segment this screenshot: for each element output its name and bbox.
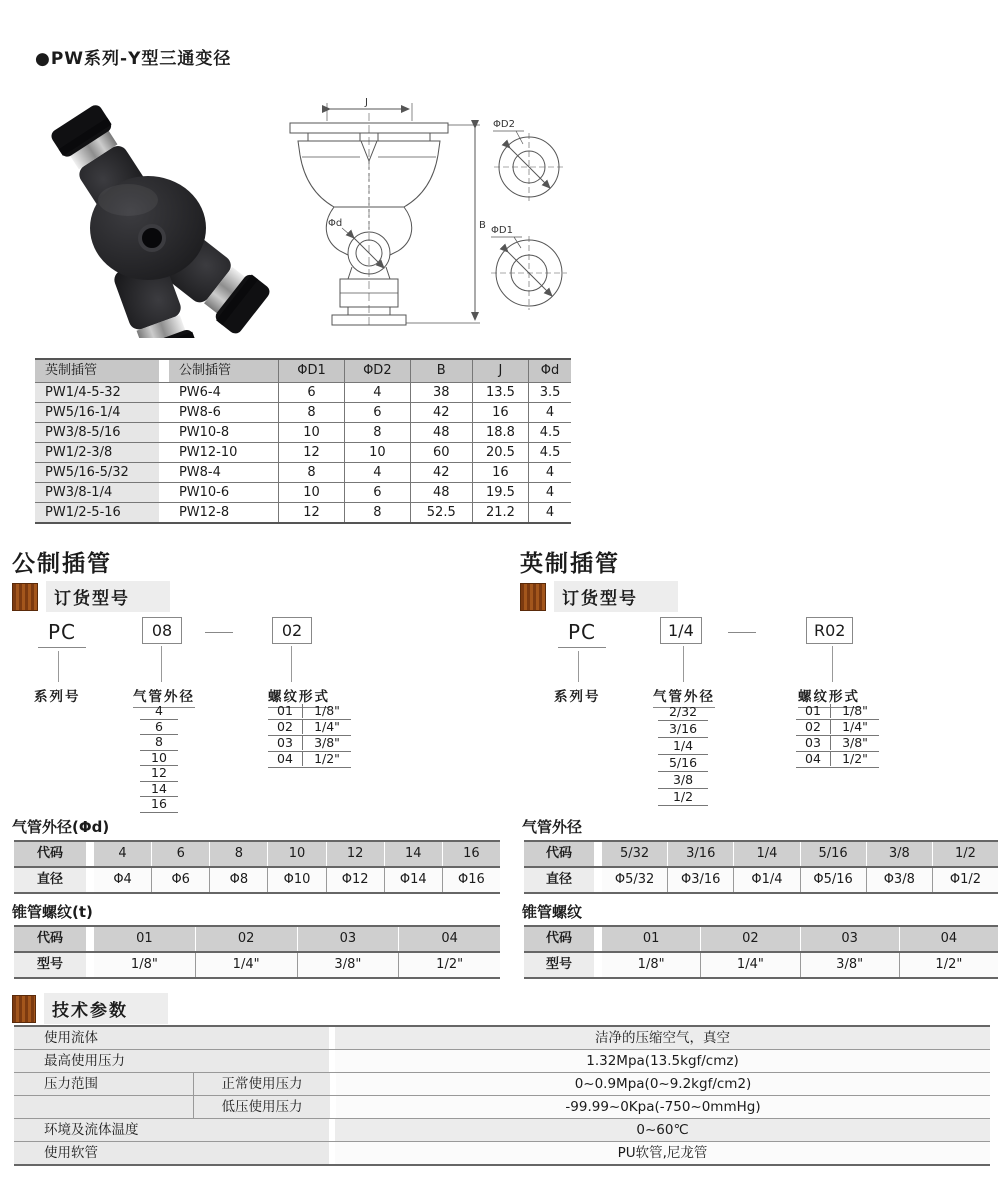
- cell: 使用流体: [14, 1027, 329, 1049]
- table-row: [14, 1096, 990, 1119]
- cell: PW5/16-1/4: [35, 403, 159, 422]
- cell: Φ5/32: [602, 868, 667, 892]
- cell: 01: [94, 927, 195, 951]
- connector-line: [161, 646, 162, 682]
- cell: 洁净的压缩空气，真空: [335, 1027, 990, 1049]
- cell: 12: [278, 503, 344, 522]
- cell: 4: [528, 463, 571, 482]
- cell: 42: [410, 403, 472, 422]
- list-item: 02 1/4": [796, 720, 879, 736]
- connector-line: [832, 646, 833, 682]
- spec-table: [35, 358, 571, 524]
- cell: 03: [297, 927, 399, 951]
- table-row: [14, 1027, 990, 1050]
- cell: 低压使用压力: [193, 1096, 330, 1118]
- col-header: J: [472, 360, 528, 382]
- cell: 8: [344, 423, 410, 442]
- cell: PW5/16-5/32: [35, 463, 159, 482]
- table-row: 代码 01 02 03 04: [14, 927, 500, 953]
- table-row: [14, 1142, 990, 1164]
- connector-line: [291, 646, 292, 682]
- list-item: 3/16: [658, 721, 708, 738]
- cell: 42: [410, 463, 472, 482]
- cell: 6: [278, 383, 344, 402]
- list-item: 1/4: [658, 738, 708, 755]
- cell: 19.5: [472, 483, 528, 502]
- cell: 13.5: [472, 383, 528, 402]
- cell: Φ14: [384, 868, 442, 892]
- cell: Φ10: [267, 868, 325, 892]
- metric-thread-label: 螺纹形式: [268, 685, 330, 708]
- cell: 04: [398, 927, 500, 951]
- cell: 02: [195, 927, 297, 951]
- cell: 4: [528, 503, 571, 522]
- cell: 12: [326, 842, 384, 866]
- dim-label-d1: ΦD1: [491, 225, 513, 236]
- tech-params-icon: [12, 995, 36, 1023]
- metric-thread-title: 锥管螺纹(t): [12, 903, 93, 921]
- cell: 16: [472, 463, 528, 482]
- product-photo: [30, 88, 275, 338]
- col-header: 英制插管: [35, 360, 159, 382]
- list-item: 03 3/8": [796, 736, 879, 752]
- cell: 16: [472, 403, 528, 422]
- cell: 4: [344, 463, 410, 482]
- table-row: [35, 383, 571, 403]
- cell: 4: [528, 403, 571, 422]
- cell: 18.8: [472, 423, 528, 442]
- table-row: 代码 4 6 8 10 12 14 16: [14, 842, 500, 868]
- metric-code-tube: 08: [142, 617, 182, 644]
- cell: Φ16: [442, 868, 500, 892]
- table-row: 代码 5/32 3/16 1/4 5/16 3/8 1/2: [524, 842, 998, 868]
- list-item: 14: [140, 782, 178, 798]
- page-title: ●PW系列-Y型三通变径: [35, 49, 232, 69]
- order-code-icon: [12, 583, 38, 611]
- imperial-od-table: [524, 840, 998, 894]
- cell: 20.5: [472, 443, 528, 462]
- cell: 52.5: [410, 503, 472, 522]
- cell: Φ12: [326, 868, 384, 892]
- cell: 正常使用压力: [193, 1073, 330, 1095]
- table-row: 直径 Φ5/32 Φ3/16 Φ1/4 Φ5/16 Φ3/8 Φ1/2: [524, 868, 998, 894]
- cell: 6: [344, 403, 410, 422]
- order-code-icon: [520, 583, 546, 611]
- list-item: 01 1/8": [796, 704, 879, 720]
- list-item: 6: [140, 720, 178, 736]
- list-item: 8: [140, 735, 178, 751]
- cell: PW3/8-5/16: [35, 423, 159, 442]
- table-row: 型号 1/8" 1/4" 3/8" 1/2": [14, 953, 500, 979]
- fitting-vent-hole: [140, 226, 164, 250]
- metric-code-thread: 02: [272, 617, 312, 644]
- metric-od-table: [14, 840, 500, 894]
- cell: 02: [700, 927, 799, 951]
- cell: 1.32Mpa(13.5kgf/cmz): [335, 1050, 990, 1072]
- cell: Φ3/16: [667, 868, 733, 892]
- table-row: 代码 01 02 03 04: [524, 927, 998, 953]
- cell: [14, 1096, 193, 1118]
- col-header: ΦD1: [278, 360, 344, 382]
- list-item: 02 1/4": [268, 720, 351, 736]
- cell: 使用软管: [14, 1142, 329, 1164]
- cell: -99.99~0Kpa(-750~0mmHg): [336, 1096, 990, 1118]
- imperial-thread-options: [796, 704, 879, 768]
- cell: PW12-8: [178, 505, 230, 520]
- cell: 1/8": [94, 953, 195, 977]
- dim-label-b: B: [479, 220, 486, 231]
- metric-thread-table: [14, 925, 500, 979]
- imperial-code-series: PC: [558, 620, 606, 648]
- tech-params-title: 技术参数: [44, 993, 168, 1024]
- imperial-thread-title: 锥管螺纹: [522, 903, 583, 921]
- cell: PW12-10: [178, 445, 238, 460]
- spec-header-row: [35, 360, 571, 383]
- list-item: 5/16: [658, 755, 708, 772]
- dim-label-j: J: [365, 97, 368, 108]
- order-code-title: 订货型号: [46, 581, 170, 612]
- code-dash: [728, 632, 756, 633]
- list-item: 3/8: [658, 772, 708, 789]
- cell: 10: [267, 842, 325, 866]
- cell: 10: [278, 423, 344, 442]
- cell: 6: [344, 483, 410, 502]
- cell: PW1/4-5-32: [35, 383, 159, 402]
- cell: PW1/2-3/8: [35, 443, 159, 462]
- imperial-thread-table: [524, 925, 998, 979]
- cell: 1/2: [932, 842, 998, 866]
- list-item: 03 3/8": [268, 736, 351, 752]
- list-item: 10: [140, 751, 178, 767]
- imperial-order-header: [520, 581, 678, 612]
- list-item: 4: [140, 704, 178, 720]
- cell: 48: [410, 423, 472, 442]
- cell: 10: [278, 483, 344, 502]
- table-row: [14, 1119, 990, 1142]
- tech-params-header: [12, 993, 168, 1024]
- cell: 4: [344, 383, 410, 402]
- cell: PU软管,尼龙管: [335, 1142, 990, 1164]
- cell: 5/32: [602, 842, 667, 866]
- cell: Φ6: [151, 868, 209, 892]
- cell: 8: [344, 503, 410, 522]
- list-item: 04 1/2": [268, 752, 351, 768]
- connector-line: [58, 651, 59, 682]
- cell: PW6-4: [178, 385, 221, 400]
- code-dash: [205, 632, 233, 633]
- cell: 4: [528, 483, 571, 502]
- connector-line: [578, 651, 579, 682]
- cell: 1/2": [899, 953, 998, 977]
- cell: 3/16: [667, 842, 733, 866]
- table-row: [35, 483, 571, 503]
- col-header: ΦD2: [344, 360, 410, 382]
- imperial-od-title: 气管外径: [522, 818, 583, 836]
- dim-label-d2: ΦD2: [493, 119, 515, 130]
- table-row: [35, 443, 571, 463]
- table-row: [35, 423, 571, 443]
- cell: 环境及流体温度: [14, 1119, 329, 1141]
- cell: Φ4: [94, 868, 151, 892]
- cell: 38: [410, 383, 472, 402]
- cell: 48: [410, 483, 472, 502]
- cell: 16: [442, 842, 500, 866]
- cell: Φ1/2: [932, 868, 998, 892]
- imperial-code-thread: R02: [806, 617, 853, 644]
- cell: 12: [278, 443, 344, 462]
- table-row: 直径 Φ4 Φ6 Φ8 Φ10 Φ12 Φ14 Φ16: [14, 868, 500, 894]
- cell: 1/4: [733, 842, 799, 866]
- cell: 3.5: [528, 383, 571, 402]
- table-row: [14, 1073, 990, 1096]
- cell: 4.5: [528, 423, 571, 442]
- cell: 1/4": [195, 953, 297, 977]
- cell: 04: [899, 927, 998, 951]
- cell: Φ1/4: [733, 868, 799, 892]
- table-row: 型号 1/8" 1/4" 3/8" 1/2": [524, 953, 998, 979]
- cell: PW8-6: [178, 405, 221, 420]
- tech-params-table: [14, 1025, 990, 1166]
- metric-series-label: 系列号: [34, 689, 81, 705]
- list-item: 12: [140, 766, 178, 782]
- table-row: [14, 1050, 990, 1073]
- cell: Φ3/8: [866, 868, 932, 892]
- list-item: 04 1/2": [796, 752, 879, 768]
- metric-od-title: 气管外径(Φd): [12, 818, 110, 836]
- cell: 14: [384, 842, 442, 866]
- cell: 01: [602, 927, 700, 951]
- metric-section-title: 公制插管: [12, 551, 112, 577]
- cell: 60: [410, 443, 472, 462]
- cell: 8: [278, 463, 344, 482]
- metric-code-series: PC: [38, 620, 86, 648]
- cell: PW10-8: [178, 425, 230, 440]
- dim-label-d: Φd: [328, 218, 343, 229]
- cell: 压力范围: [14, 1073, 193, 1095]
- list-item: 16: [140, 797, 178, 813]
- col-header: Φd: [528, 360, 571, 382]
- cell: 3/8": [800, 953, 899, 977]
- cell: 0~60℃: [335, 1119, 990, 1141]
- cell: 21.2: [472, 503, 528, 522]
- metric-thread-options: [268, 704, 351, 768]
- list-item: 01 1/8": [268, 704, 351, 720]
- metric-order-header: [12, 581, 170, 612]
- imperial-section-title: 英制插管: [520, 551, 620, 577]
- list-item: 1/2: [658, 789, 708, 806]
- list-item: 2/32: [658, 704, 708, 721]
- table-row: [35, 503, 571, 522]
- cell: 4: [94, 842, 151, 866]
- cell: 5/16: [800, 842, 866, 866]
- cell: 1/8": [602, 953, 700, 977]
- metric-tube-label: 气管外径: [133, 685, 195, 708]
- cell: 6: [151, 842, 209, 866]
- technical-drawing: [272, 95, 582, 330]
- cell: PW10-6: [178, 485, 230, 500]
- cell: 1/4": [700, 953, 799, 977]
- imperial-series-label: 系列号: [554, 689, 601, 705]
- cell: 8: [209, 842, 267, 866]
- order-code-title: 订货型号: [554, 581, 678, 612]
- cell: PW8-4: [178, 465, 221, 480]
- cell: 3/8: [866, 842, 932, 866]
- imperial-tube-options: [658, 704, 708, 806]
- imperial-thread-label: 螺纹形式: [798, 685, 860, 708]
- cell: PW3/8-1/4: [35, 483, 159, 502]
- cell: PW1/2-5-16: [35, 503, 159, 522]
- cell: 0~0.9Mpa(0~9.2kgf/cm2): [336, 1073, 990, 1095]
- cell: Φ8: [209, 868, 267, 892]
- cell: 8: [278, 403, 344, 422]
- metric-tube-options: [140, 704, 178, 813]
- cell: Φ5/16: [800, 868, 866, 892]
- cell: 最高使用压力: [14, 1050, 329, 1072]
- table-row: [35, 463, 571, 483]
- connector-line: [683, 646, 684, 682]
- cell: 1/2": [398, 953, 500, 977]
- col-header: 公制插管: [169, 360, 278, 382]
- imperial-code-tube: 1/4: [660, 617, 702, 644]
- cell: 4.5: [528, 443, 571, 462]
- table-row: [35, 403, 571, 423]
- col-header: B: [410, 360, 472, 382]
- cell: 03: [800, 927, 899, 951]
- imperial-tube-label: 气管外径: [653, 685, 715, 708]
- cell: 3/8": [297, 953, 399, 977]
- cell: 10: [344, 443, 410, 462]
